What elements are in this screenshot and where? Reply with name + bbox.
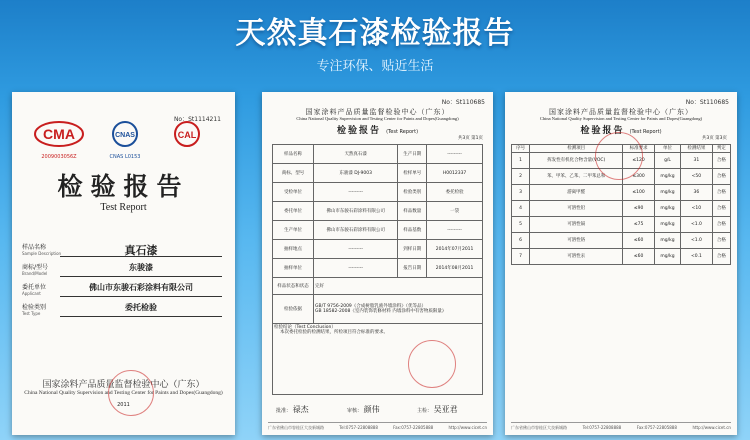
cell-res: 31: [681, 153, 713, 169]
field-value: 委托检验: [60, 302, 222, 317]
cover-title: 检验报告: [57, 172, 190, 201]
conclusion-label: 检验结论（Test Conclusion）: [274, 325, 336, 330]
footer-tel: Tel:0757-22808888: [582, 425, 622, 430]
footer-web: http://www.cicet.cn: [448, 425, 487, 430]
row-value: ---------: [314, 183, 398, 202]
table-row: [273, 221, 483, 240]
field-label-en: Test Type: [22, 311, 41, 316]
cell-no: 2: [512, 169, 530, 185]
report-cover: [12, 92, 235, 435]
cell-no: 4: [512, 201, 530, 217]
row-value: 2014年08月2011: [427, 259, 483, 278]
sig-check-value: 颜伟: [363, 405, 380, 414]
cell-res: 36: [681, 185, 713, 201]
col-header: 检测项目: [530, 145, 623, 153]
basis-value: GB/T 9756-2009《合成树脂乳液外墙涂料》（优等品）: [315, 304, 427, 309]
cell-res: <1.0: [681, 233, 713, 249]
cell-item: 可溶性汞: [530, 249, 623, 265]
basis-value-2: GB 18582-2008《室内装饰装修材料 内墙涂料中有害物质限量》: [315, 309, 447, 314]
sig-main: 主检： 吴亚君: [417, 405, 458, 414]
sig-check-label: 审核: [347, 408, 358, 414]
row-key: 样品数量: [398, 202, 427, 221]
sig-approve: 批准： 禄杰: [276, 405, 309, 414]
col-header: 检测结果: [681, 145, 713, 153]
row-value: 佛山市东骏石彩涂料有限公司: [314, 202, 398, 221]
row-value: 一袋: [427, 202, 483, 221]
table-row: [512, 217, 731, 233]
cell-no: 5: [512, 217, 530, 233]
page-number: 共3页 第3页: [701, 136, 727, 141]
sample-state-label: 样品状态和状态: [273, 278, 314, 295]
sig-approve-label: 批准: [276, 408, 287, 414]
cell-req: ≤120: [623, 153, 655, 169]
table-row: [273, 240, 483, 259]
report-header-cn: 国家涂料产品质量监督检验中心（广东）: [549, 108, 693, 116]
cell-judge: 合格: [712, 169, 730, 185]
cell-judge: 合格: [712, 201, 730, 217]
field-sample: [22, 242, 222, 260]
row-key: 商标、型号: [273, 164, 314, 183]
field-applicant: [22, 282, 222, 300]
cell-unit: mg/kg: [654, 217, 680, 233]
field-test-type: [22, 302, 222, 320]
report-title-cn: 检验报告: [336, 126, 381, 136]
table-row: [273, 145, 483, 164]
row-key: 抽样地点: [273, 240, 314, 259]
field-label-en: Sample Description: [22, 251, 62, 256]
row-key: 受检单位: [273, 183, 314, 202]
sig-main-value: 吴亚君: [433, 405, 458, 414]
cell-res: <10: [681, 201, 713, 217]
cell-req: ≤75: [623, 217, 655, 233]
cell-unit: mg/kg: [654, 201, 680, 217]
cma-code: 2009003056Z: [41, 154, 77, 160]
cell-req: ≤60: [623, 249, 655, 265]
row-key: 检样单号: [398, 164, 427, 183]
serial-value: St1114211: [188, 116, 221, 123]
cnas-code: CNAS L0153: [109, 154, 141, 160]
report-page-1: [262, 92, 493, 435]
field-label: 样品名称: [22, 244, 47, 251]
cell-judge: 合格: [712, 233, 730, 249]
field-label-en: Brand/Model: [22, 271, 48, 276]
cell-item: 游离甲醛: [530, 185, 623, 201]
cell-no: 1: [512, 153, 530, 169]
table-row: [512, 201, 731, 217]
cell-unit: mg/kg: [654, 185, 680, 201]
row-key: 到样日期: [398, 240, 427, 259]
field-label: 委托单位: [22, 284, 47, 291]
cell-req: ≤90: [623, 201, 655, 217]
svg-text:CNAS: CNAS: [115, 132, 135, 139]
cma-logo: [32, 120, 86, 160]
footer-tel: Tel:0757-22808888: [339, 425, 378, 430]
report-title-en: (Test Report): [386, 129, 419, 135]
cell-unit: mg/kg: [654, 169, 680, 185]
page-number: 共3页 第1页: [457, 136, 483, 141]
cell-unit: g/L: [654, 153, 680, 169]
svg-text:CAL: CAL: [177, 130, 197, 140]
table-row: [273, 202, 483, 221]
row-value: 天然真石漆: [314, 145, 398, 164]
banner-title: 天然真石漆检验报告: [235, 16, 515, 51]
banner-subtitle: 专注环保、贴近生活: [316, 59, 434, 74]
field-brand: [22, 262, 222, 280]
cell-no: 6: [512, 233, 530, 249]
cell-res: <1.0: [681, 217, 713, 233]
row-value: 委托检验: [427, 183, 483, 202]
row-value: H0012337: [427, 164, 483, 183]
row-key: 样品基数: [398, 221, 427, 240]
report-serial: No：St110685: [685, 99, 729, 106]
field-value: 东骏漆: [60, 262, 222, 277]
sig-check: 审核： 颜伟: [347, 405, 380, 414]
cover-date: 2011: [117, 402, 130, 408]
conclusion-text: 本次委托检验的检测结果，所检项目符合标准的要求。: [280, 330, 388, 335]
cover-org-en: China National Quality Supervision and Testing Center for Paints and Dopes(Guangdong): [24, 390, 223, 396]
row-value: ---------: [314, 259, 398, 278]
cell-item: 可溶性镉: [530, 217, 623, 233]
report-title-en: (Test Report): [629, 129, 662, 135]
cell-res: <0.1: [681, 249, 713, 265]
row-key: 检验类别: [398, 183, 427, 202]
table-row: [273, 164, 483, 183]
svg-text:CMA: CMA: [43, 126, 75, 142]
row-key: 报告日期: [398, 259, 427, 278]
row-value: ---------: [427, 221, 483, 240]
report-page-3: [505, 92, 737, 435]
cell-item: 可溶性铅: [530, 201, 623, 217]
cell-res: <50: [681, 169, 713, 185]
sig-approve-value: 禄杰: [292, 405, 309, 414]
report-footer: [511, 422, 731, 431]
test-seal: [595, 132, 643, 180]
cell-req: ≤300: [623, 169, 655, 185]
row-key: 样品名称: [273, 145, 314, 164]
row-value: ---------: [314, 240, 398, 259]
footer-address: 广东省佛山市容桂区大良新城路: [268, 425, 324, 430]
row-value: ---------: [427, 145, 483, 164]
table-row: [273, 295, 483, 324]
field-label: 检验类别: [22, 304, 47, 311]
report-header-cn: 国家涂料产品质量监督检验中心（广东）: [305, 108, 450, 116]
report-header-en: China National Quality Supervision and Testing Center for Paints and Dopes(Guangdong): [296, 116, 459, 121]
report-title-cn: 检验报告: [580, 126, 625, 136]
footer-web: http://www.cicet.cn: [692, 425, 731, 430]
cell-unit: mg/kg: [654, 233, 680, 249]
cell-req: ≤60: [623, 233, 655, 249]
cell-item: 苯、甲苯、乙苯、二甲苯总和: [530, 169, 623, 185]
row-value: 东骏漆 DJ-9003: [314, 164, 398, 183]
cal-logo: [162, 120, 212, 158]
cell-req: ≤100: [623, 185, 655, 201]
table-row: [273, 278, 483, 295]
table-row: [512, 249, 731, 265]
field-value: 佛山市东骏石彩涂料有限公司: [60, 282, 222, 297]
table-row: [512, 233, 731, 249]
col-header: 序号: [512, 145, 530, 153]
col-header: 判定: [712, 145, 730, 153]
cell-judge: 合格: [712, 249, 730, 265]
table-row: [273, 259, 483, 278]
cell-item: 挥发性有机化合物含量(VOC): [530, 153, 623, 169]
cell-no: 7: [512, 249, 530, 265]
cell-no: 3: [512, 185, 530, 201]
report-footer: [268, 422, 487, 431]
col-header: 标准要求: [623, 145, 655, 153]
row-value: 2014年07月2011: [427, 240, 483, 259]
cell-judge: 合格: [712, 153, 730, 169]
row-key: 委托单位: [273, 202, 314, 221]
test-seal: [408, 340, 456, 388]
cell-judge: 合格: [712, 217, 730, 233]
cell-judge: 合格: [712, 185, 730, 201]
row-value: 佛山市东骏石彩涂料有限公司: [314, 221, 398, 240]
footer-fax: Fax:0757-22805888: [636, 425, 677, 430]
field-label-en: Applicant: [22, 291, 41, 296]
sample-state-value: 完好: [314, 278, 483, 295]
row-key: 抽样单位: [273, 259, 314, 278]
cnas-logo: [100, 120, 150, 160]
report-serial: No：St110685: [441, 99, 485, 106]
col-header: 单位: [654, 145, 680, 153]
serial-label: No：: [173, 116, 189, 123]
report-header-en: China National Quality Supervision and Testing Center for Paints and Dopes(Guangdong): [539, 116, 703, 121]
field-value: 真石漆: [60, 242, 222, 257]
field-label: 商标/型号: [22, 264, 49, 271]
official-seal: [108, 370, 154, 416]
row-key: 生产单位: [273, 221, 314, 240]
footer-fax: Fax:0757-22805888: [393, 425, 434, 430]
row-key: 生产日期: [398, 145, 427, 164]
footer-address: 广东省佛山市容桂区大良新城路: [511, 425, 567, 430]
sig-main-label: 主检: [417, 408, 428, 414]
cell-unit: mg/kg: [654, 249, 680, 265]
basis-label: 检验依据: [273, 295, 314, 324]
table-row: [512, 185, 731, 201]
table-row: [273, 183, 483, 202]
cell-item: 可溶性铬: [530, 233, 623, 249]
cover-title-en: Test Report: [100, 202, 147, 213]
cover-org-cn: 国家涂料产品质量监督检验中心（广东）: [42, 380, 205, 390]
